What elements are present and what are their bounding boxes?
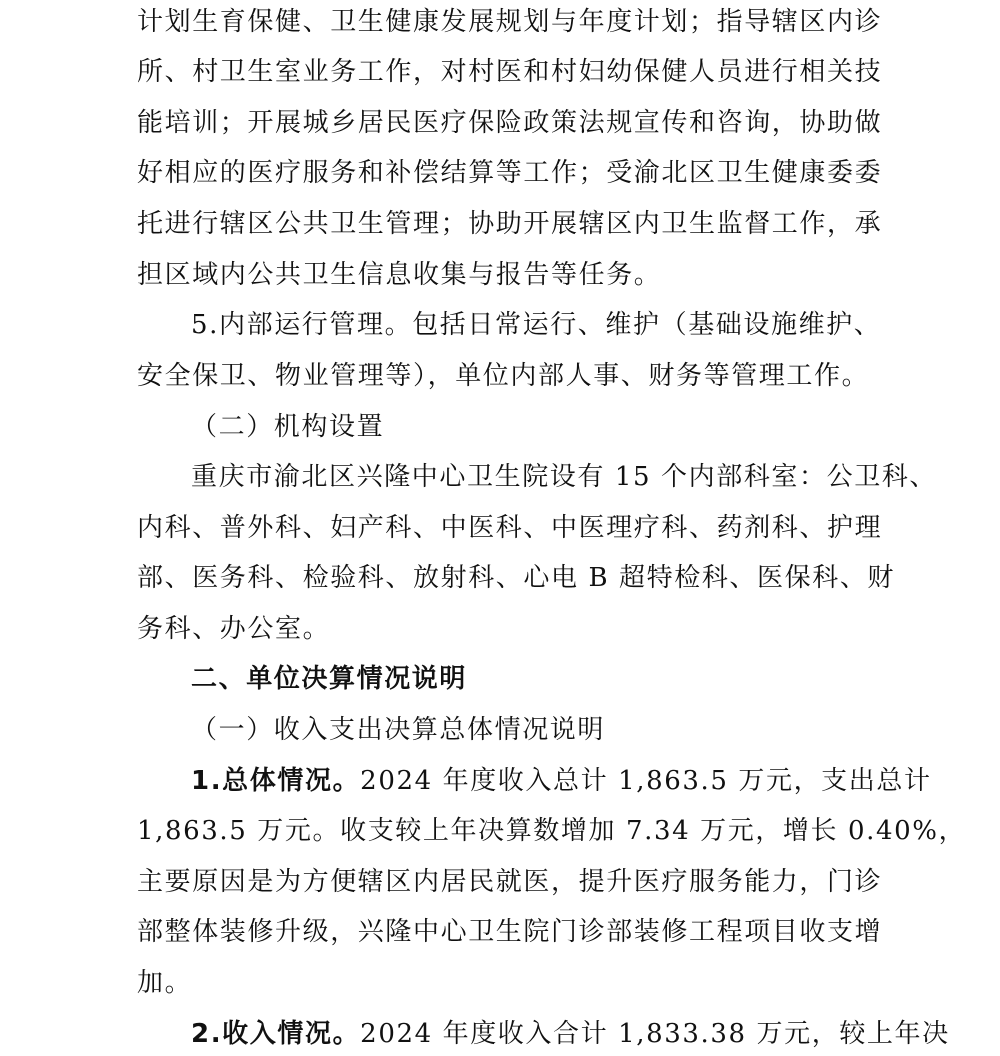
paragraph-line: 安全保卫、物业管理等），单位内部人事、财务等管理工作。 <box>137 361 870 391</box>
paragraph-line: 5.内部运行管理。包括日常运行、维护（基础设施维护、 <box>191 310 882 340</box>
paragraph-lead: 2.收入情况。 <box>191 1019 361 1049</box>
paragraph-line: 所、村卫生室业务工作，对村医和村妇幼保健人员进行相关技 <box>137 57 883 87</box>
paragraph-line: 托进行辖区公共卫生管理；协助开展辖区内卫生监督工作，承 <box>137 209 883 239</box>
paragraph-line: 内科、普外科、妇产科、中医科、中医理疗科、药剂科、护理 <box>137 513 883 543</box>
paragraph-text: 2024 年度收入合计 1,833.38 万元，较上年决 <box>360 1019 950 1049</box>
paragraph-line: 担区域内公共卫生信息收集与报告等任务。 <box>137 260 662 290</box>
section-heading: （一）收入支出决算总体情况说明 <box>191 715 606 745</box>
paragraph-line: 务科、办公室。 <box>137 614 331 644</box>
paragraph-line: 主要原因是为方便辖区内居民就医，提升医疗服务能力，门诊 <box>137 867 883 897</box>
paragraph-lead: 1.总体情况。 <box>191 766 361 796</box>
section-heading: （二）机构设置 <box>191 412 385 442</box>
paragraph-line: 重庆市渝北区兴隆中心卫生院设有 15 个内部科室：公卫科、 <box>191 462 938 492</box>
paragraph-line <box>191 1017 950 1051</box>
paragraph-line: 计划生育保健、卫生健康发展规划与年度计划；指导辖区内诊 <box>137 7 883 37</box>
paragraph-line: 能培训；开展城乡居民医疗保险政策法规宣传和咨询，协助做 <box>137 108 883 138</box>
paragraph-line: 好相应的医疗服务和补偿结算等工作；受渝北区卫生健康委委 <box>137 158 883 188</box>
chapter-heading: 二、单位决算情况说明 <box>191 664 468 694</box>
paragraph-line <box>191 764 932 798</box>
paragraph-line: 部、医务科、检验科、放射科、心电 B 超特检科、医保科、财 <box>137 563 896 593</box>
paragraph-line: 加。 <box>137 968 193 998</box>
paragraph-text: 2024 年度收入总计 1,863.5 万元，支出总计 <box>360 766 932 796</box>
paragraph-line: 部整体装修升级，兴隆中心卫生院门诊部装修工程项目收支增 <box>137 917 883 947</box>
paragraph-line: 1,863.5 万元。收支较上年决算数增加 7.34 万元，增长 0.40%， <box>137 816 967 846</box>
